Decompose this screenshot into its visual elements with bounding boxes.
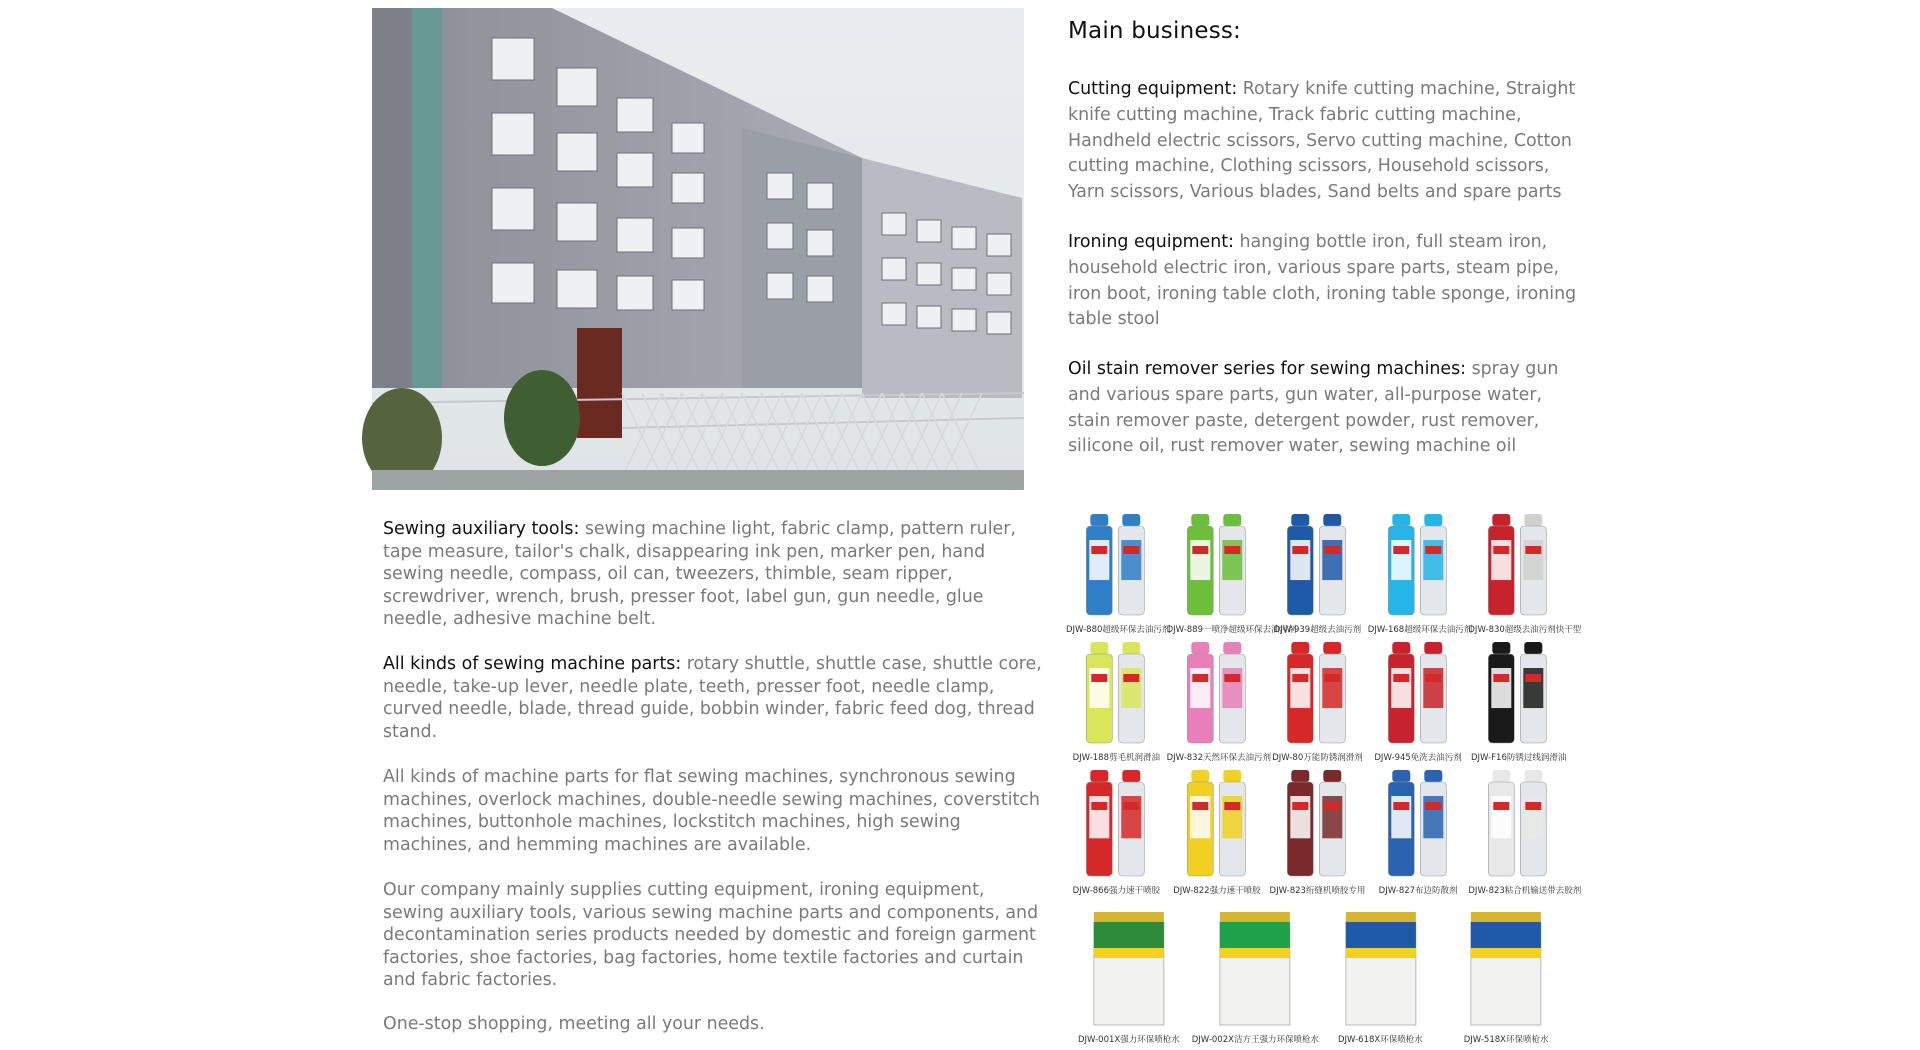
product-item (1192, 900, 1318, 1045)
product-item (1468, 766, 1582, 896)
sewing-auxiliary-tools-label: Sewing auxiliary tools: (383, 519, 580, 539)
product-catalog-image (1066, 510, 1582, 1045)
spray-can-icon (1167, 766, 1268, 882)
product-item (1166, 638, 1271, 763)
spray-can-icon (1468, 638, 1569, 749)
product-item (1443, 900, 1569, 1045)
product-caption: DJW-618X环保喷枪水 (1338, 1035, 1423, 1045)
factory-photo (372, 8, 1024, 490)
sewing-machine-parts-paragraph (383, 653, 1043, 743)
product-caption: DJW-830超级去油污剂快干型 (1468, 625, 1582, 635)
spray-can-icon (1368, 766, 1469, 882)
product-caption: DJW-518X环保喷枪水 (1463, 1035, 1549, 1045)
sewing-machine-parts-text: rotary shuttle, shuttle case, shuttle core, needle, take-up lever, needle plate, teeth, presser foot, needle clamp, curved needle, blade, thread guide, bobbin winder, fabric feed dog, thread stand. (383, 654, 1042, 742)
product-caption: DJW-945免洗去油污剂 (1374, 753, 1462, 763)
spray-can-icon (1468, 766, 1569, 882)
main-business-title: Main business: (1068, 18, 1242, 44)
company-supply-paragraph: Our company mainly supplies cutting equipment, ironing equipment, sewing auxiliary tools, various sewing machine parts and components, and decontamination series products needed by domestic and foreign garment factories, shoe factories, bag factories, home textile factories and curtain and fabric factories. (383, 880, 1039, 991)
one-stop-shopping-paragraph: One-stop shopping, meeting all your needs. (383, 1014, 765, 1034)
product-item (1066, 900, 1192, 1045)
product-caption: DJW-823绗缝机喷胶专用 (1269, 886, 1366, 896)
tin-can-icon (1066, 900, 1192, 1031)
product-item (1066, 510, 1171, 635)
product-caption: DJW-188剪毛机润滑油 (1072, 753, 1160, 763)
tin-can-icon (1318, 900, 1444, 1031)
oil-stain-remover-label: Oil stain remover series for sewing machines: (1068, 359, 1467, 379)
spray-can-icon (1066, 766, 1167, 882)
oil-stain-remover-text: spray gun and various spare parts, gun water, all-purpose water, stain remover paste, detergent powder, rust remover, silicone oil, rust remover water, sewing machine oil (1068, 359, 1559, 457)
spray-can-icon (1167, 510, 1268, 621)
product-item (1267, 510, 1368, 635)
cutting-equipment-label: Cutting equipment: (1068, 79, 1238, 99)
tin-can-icon (1192, 900, 1318, 1031)
product-item (1468, 638, 1569, 763)
product-caption: DJW-866强力速干喷胶 (1072, 886, 1160, 896)
product-caption: DJW-002X洁方王强力环保喷枪水 (1191, 1035, 1319, 1045)
spray-can-icon (1267, 638, 1368, 749)
product-item (1066, 638, 1167, 763)
product-caption: DJW-001X强力环保喷枪水 (1078, 1035, 1180, 1045)
product-item (1318, 900, 1444, 1045)
spray-can-icon (1167, 638, 1268, 749)
cutting-equipment-paragraph (1068, 77, 1588, 206)
spray-can-icon (1468, 510, 1569, 621)
product-caption: DJW-F16防锈过线润滑油 (1470, 753, 1567, 763)
spray-can-icon (1267, 510, 1368, 621)
spray-can-icon (1368, 510, 1469, 621)
product-item (1368, 638, 1469, 763)
product-item (1367, 510, 1473, 635)
product-item (1468, 510, 1582, 635)
spray-can-icon (1066, 510, 1167, 621)
sewing-auxiliary-tools-text: sewing machine light, fabric clamp, pattern ruler, tape measure, tailor's chalk, disappearing ink pen, marker pen, hand sewing needle, compass, oil can, tweezers, thimble, seam ripper, screwdriver, wrench, brush, presser foot, label gun, gun needle, glue needle, adhesive machine belt. (383, 519, 1016, 630)
ironing-equipment-text: hanging bottle iron, full steam iron, household electric iron, various spare parts, steam pipe, iron boot, ironing table cloth, ironing table sponge, ironing table stool (1068, 232, 1577, 330)
tin-can-icon (1443, 900, 1569, 1031)
product-item (1066, 766, 1167, 896)
product-caption: DJW-832天然环保去油污剂 (1166, 753, 1271, 763)
oil-stain-remover-paragraph (1068, 357, 1588, 460)
product-caption: DJW-823粘合机输送带去胶剂 (1468, 886, 1582, 896)
sewing-auxiliary-tools-paragraph (383, 518, 1043, 631)
product-caption: DJW-822强力速干喷胶 (1173, 886, 1261, 896)
machine-parts-availability-paragraph: All kinds of machine parts for flat sewing machines, synchronous sewing machines, overlock machines, double-needle sewing machines, coverstitch machines, buttonhole machines, lockstitch machines, high sewing machines, and hemming machines are available. (383, 767, 1040, 855)
ironing-equipment-paragraph (1068, 230, 1588, 333)
product-item (1267, 638, 1368, 763)
spray-can-icon (1066, 638, 1167, 749)
spray-can-icon (1267, 766, 1368, 882)
product-item (1368, 766, 1469, 896)
product-item (1167, 766, 1268, 896)
spray-can-icon (1368, 638, 1469, 749)
product-caption: DJW-880超级环保去油污剂 (1066, 625, 1171, 635)
sewing-machine-parts-label: All kinds of sewing machine parts: (383, 654, 682, 674)
product-caption: DJW-168超级环保去油污剂 (1367, 625, 1473, 635)
product-item (1267, 766, 1368, 896)
product-caption: DJW-80万能防锈润滑剂 (1272, 753, 1363, 763)
cutting-equipment-text: Rotary knife cutting machine, Straight knife cutting machine, Track fabric cutting machine, Handheld electric scissors, Servo cutting machine, Cotton cutting machine, Clothing scissors, Household scissors, Yarn scissors, Various blades, Sand belts and spare parts (1068, 79, 1576, 203)
ironing-equipment-label: Ironing equipment: (1068, 232, 1234, 252)
product-item (1166, 510, 1297, 635)
product-caption: DJW-939超级去油污剂 (1273, 625, 1362, 635)
product-caption: DJW-889一喷净超级环保去油污剂 (1166, 625, 1297, 635)
product-caption: DJW-827布边防散剂 (1378, 886, 1458, 896)
